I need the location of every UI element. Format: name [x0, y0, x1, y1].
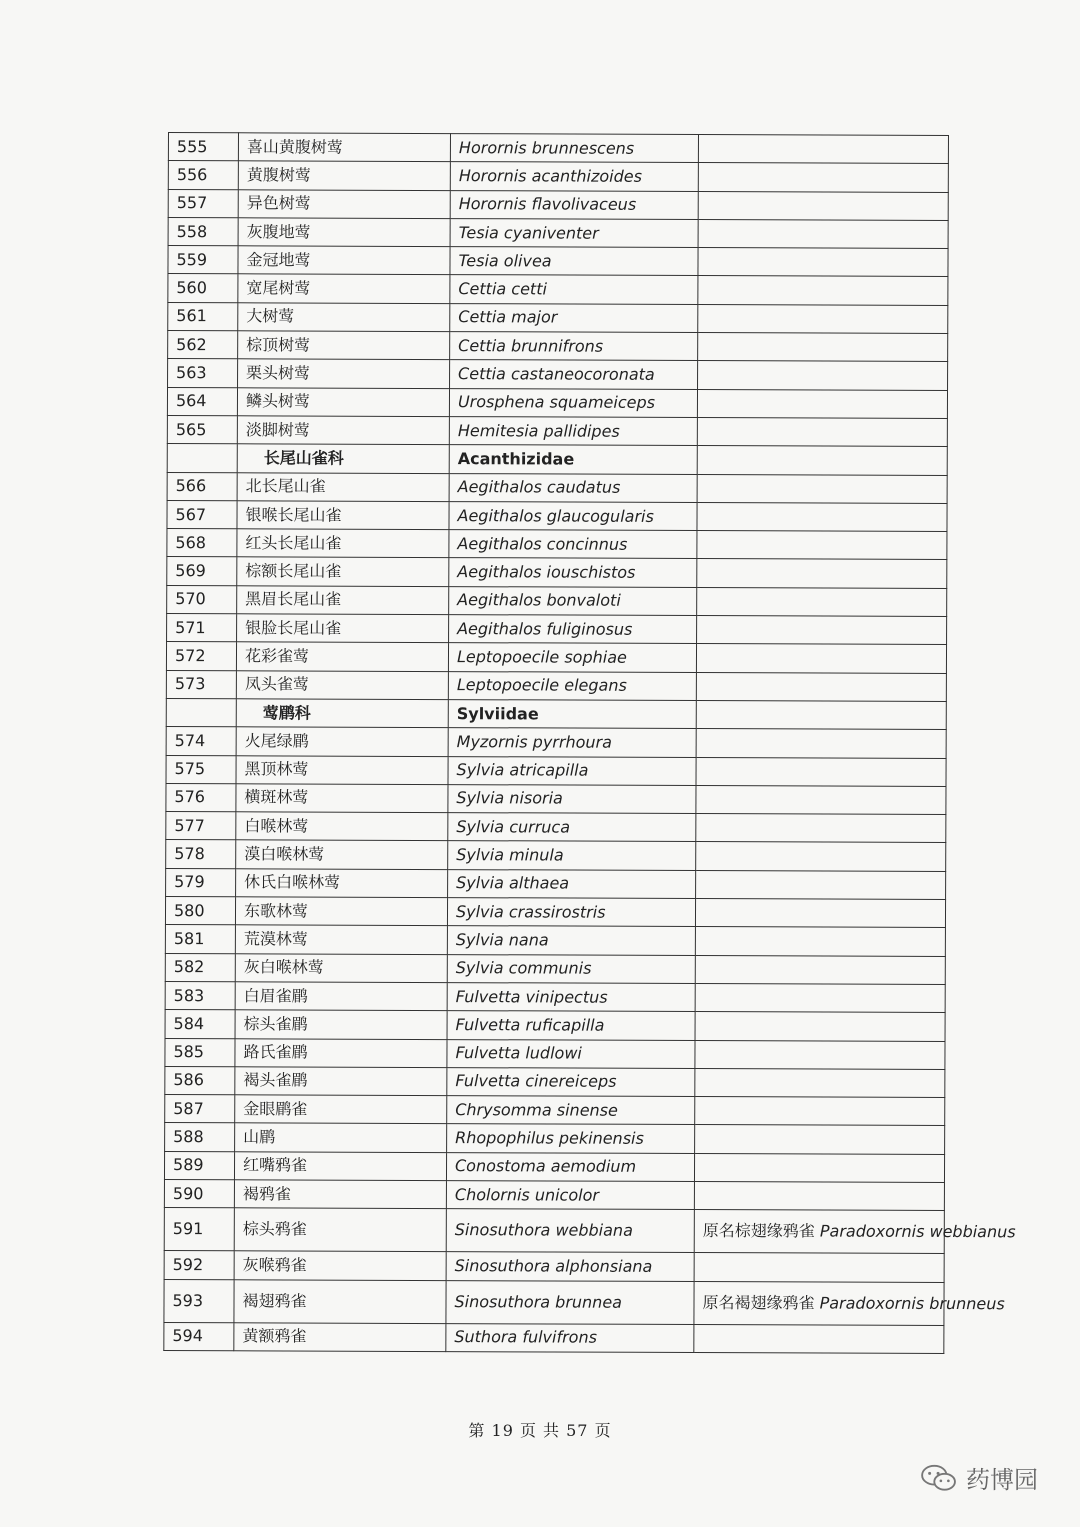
remark [698, 276, 948, 305]
chinese-name: 漠白喉林莺 [236, 840, 448, 869]
chinese-name: 银喉长尾山雀 [237, 501, 449, 530]
row-number [166, 698, 236, 727]
row-number: 583 [165, 981, 235, 1010]
table-row [166, 670, 946, 701]
family-row [167, 444, 947, 475]
table-row [166, 840, 946, 871]
remark [697, 418, 947, 447]
row-number: 579 [166, 868, 236, 897]
chinese-name: 金眼鹛雀 [235, 1095, 447, 1124]
scientific-name: Hemitesia pallidipes [449, 417, 697, 446]
table-row [167, 614, 947, 645]
scientific-name: Cettia castaneocoronata [450, 360, 698, 389]
remark [694, 1182, 944, 1211]
family-name-sci: Sylviidae [448, 700, 696, 729]
family-name-sci: Acanthizidae [449, 445, 697, 474]
scientific-name: Aegithalos fuliginosus [449, 615, 697, 644]
remark-former-name-sci: Paradoxornis brunneus [819, 1293, 1005, 1313]
table-row [165, 953, 945, 984]
table-row [164, 1179, 944, 1210]
remark [697, 587, 947, 616]
family-name-cn: 莺鹛科 [236, 699, 448, 728]
remark [698, 191, 948, 220]
scientific-name: Cettia brunnifrons [450, 332, 698, 361]
chinese-name: 淡脚树莺 [237, 416, 449, 445]
table-row [165, 1095, 945, 1126]
table-row [164, 1208, 944, 1254]
row-number: 576 [166, 783, 236, 812]
remark [696, 870, 946, 899]
chinese-name: 大树莺 [238, 303, 450, 332]
remark [696, 644, 946, 673]
row-number: 591 [164, 1208, 234, 1251]
remark [694, 1253, 944, 1282]
chinese-name: 褐鸦雀 [234, 1180, 446, 1209]
scientific-name: Chrysomma sinense [447, 1096, 695, 1125]
chinese-name: 灰喉鸦雀 [234, 1251, 446, 1280]
remark [697, 446, 947, 475]
chinese-name: 花彩雀莺 [236, 642, 448, 671]
row-number: 571 [167, 614, 237, 643]
scientific-name: Sylvia communis [447, 954, 695, 983]
scientific-name: Horornis flavolivaceus [450, 190, 698, 219]
scientific-name: Fulvetta ruficapilla [447, 1011, 695, 1040]
chinese-name: 白眉雀鹛 [235, 982, 447, 1011]
chinese-name: 褐翅鸦雀 [234, 1279, 446, 1323]
remark [697, 559, 947, 588]
row-number: 555 [168, 133, 238, 162]
scientific-name: Sylvia althaea [448, 869, 696, 898]
table-row [166, 868, 946, 899]
chinese-name: 凤头雀莺 [236, 670, 448, 699]
chinese-name: 栗头树莺 [238, 359, 450, 388]
remark [697, 474, 947, 503]
scientific-name: Fulvetta cinereiceps [447, 1067, 695, 1096]
family-name-cn: 长尾山雀科 [237, 444, 449, 473]
remark [696, 672, 946, 701]
chinese-name: 山鹛 [235, 1123, 447, 1152]
row-number: 564 [167, 387, 237, 416]
table-row [167, 387, 947, 418]
row-number: 562 [168, 331, 238, 360]
chinese-name: 路氏雀鹛 [235, 1038, 447, 1067]
table-row [166, 783, 946, 814]
table-row [166, 727, 946, 758]
remark-former-name-cn: 原名棕翅缘鸦雀 [702, 1221, 815, 1241]
chinese-name: 金冠地莺 [238, 246, 450, 275]
table-row [164, 1151, 944, 1182]
row-number: 574 [166, 727, 236, 756]
row-number: 588 [165, 1123, 235, 1152]
species-table [163, 132, 1016, 1354]
row-number: 581 [165, 925, 235, 954]
row-number: 578 [166, 840, 236, 869]
remark [697, 531, 947, 560]
family-row [166, 698, 946, 729]
chinese-name: 荒漠林莺 [235, 925, 447, 954]
chinese-name: 东歌林莺 [235, 897, 447, 926]
chinese-name: 异色树莺 [238, 189, 450, 218]
table-row [167, 472, 947, 503]
remark [698, 248, 948, 277]
row-number: 577 [166, 812, 236, 841]
table-row [166, 755, 946, 786]
scientific-name: Aegithalos caudatus [449, 473, 697, 502]
row-number: 558 [168, 217, 238, 246]
row-number: 560 [168, 274, 238, 303]
scientific-name: Cholornis unicolor [446, 1181, 694, 1210]
remark [695, 1068, 945, 1097]
chinese-name: 棕额长尾山雀 [237, 557, 449, 586]
scientific-name: Urosphena squameiceps [449, 388, 697, 417]
scientific-name: Sylvia curruca [448, 813, 696, 842]
remark [696, 785, 946, 814]
row-number: 573 [166, 670, 236, 699]
chinese-name: 灰腹地莺 [238, 218, 450, 247]
remark [698, 361, 948, 390]
table-row [167, 585, 947, 616]
remark [695, 927, 945, 956]
table-row [165, 981, 945, 1012]
chinese-name: 灰白喉林莺 [235, 953, 447, 982]
table-row [165, 1123, 945, 1154]
table-row [165, 1038, 945, 1069]
row-number: 559 [168, 246, 238, 275]
remark [696, 700, 946, 729]
scientific-name: Sylvia crassirostris [447, 898, 695, 927]
remark-former-name-sci: Paradoxornis webbianus [819, 1221, 1016, 1242]
remark [697, 616, 947, 645]
remark [698, 304, 948, 333]
scientific-name: Sinosuthora brunnea [446, 1280, 694, 1324]
remark [698, 219, 948, 248]
table-row [168, 331, 948, 362]
remark [695, 899, 945, 928]
table-row [168, 274, 948, 305]
remark [695, 983, 945, 1012]
chinese-name: 宽尾树莺 [238, 274, 450, 303]
scientific-name: Fulvetta vinipectus [447, 982, 695, 1011]
chinese-name: 褐头雀鹛 [235, 1067, 447, 1096]
remark [696, 814, 946, 843]
remark [698, 135, 948, 164]
row-number: 575 [166, 755, 236, 784]
scientific-name: Suthora fulvifrons [446, 1323, 694, 1352]
scientific-name: Aegithalos glaucogularis [449, 501, 697, 530]
remark [695, 1125, 945, 1154]
row-number: 556 [168, 161, 238, 190]
table-row [168, 246, 948, 277]
scientific-name: Sylvia atricapilla [448, 756, 696, 785]
row-number: 557 [168, 189, 238, 218]
row-number: 587 [165, 1095, 235, 1124]
scientific-name: Cettia cetti [450, 275, 698, 304]
remark [695, 1040, 945, 1069]
row-number: 568 [167, 529, 237, 558]
scientific-name: Rhopophilus pekinensis [447, 1124, 695, 1153]
chinese-name: 银脸长尾山雀 [237, 614, 449, 643]
table-row [168, 302, 948, 333]
row-number: 589 [164, 1151, 234, 1180]
remark [698, 333, 948, 362]
table-row [166, 812, 946, 843]
remark [694, 1153, 944, 1182]
scientific-name: Conostoma aemodium [446, 1152, 694, 1181]
scientific-name: Horornis brunnescens [450, 134, 698, 163]
table-row [168, 189, 948, 220]
table-row [168, 217, 948, 248]
table-row [164, 1251, 944, 1282]
chinese-name: 白喉林莺 [236, 812, 448, 841]
row-number: 594 [164, 1322, 234, 1351]
row-number: 569 [167, 557, 237, 586]
table-row [167, 415, 947, 446]
row-number: 584 [165, 1010, 235, 1039]
chinese-name: 黑顶林莺 [236, 755, 448, 784]
chinese-name: 黄额鸦雀 [234, 1322, 446, 1351]
scientific-name: Tesia olivea [450, 247, 698, 276]
species-table-wrapper [163, 132, 1016, 1354]
remark [695, 955, 945, 984]
chinese-name: 火尾绿鹛 [236, 727, 448, 756]
remark [697, 502, 947, 531]
chinese-name: 红嘴鸦雀 [234, 1151, 446, 1180]
table-row [165, 897, 945, 928]
scientific-name: Myzornis pyrrhoura [448, 728, 696, 757]
scientific-name: Horornis acanthizoides [450, 162, 698, 191]
remark [695, 1097, 945, 1126]
chinese-name: 黑眉长尾山雀 [237, 586, 449, 615]
watermark-text: 药博园 [966, 1466, 1038, 1494]
scientific-name: Leptopoecile elegans [448, 671, 696, 700]
watermark [920, 1460, 1038, 1495]
scientific-name: Aegithalos bonvaloti [449, 586, 697, 615]
remark [694, 1281, 1005, 1325]
table-row [168, 161, 948, 192]
remark [694, 1210, 1016, 1254]
scientific-name: Tesia cyaniventer [450, 218, 698, 247]
remark [696, 842, 946, 871]
table-row [167, 500, 947, 531]
row-number: 567 [167, 500, 237, 529]
row-number: 590 [164, 1179, 234, 1208]
remark [696, 729, 946, 758]
row-number: 566 [167, 472, 237, 501]
table-row [166, 642, 946, 673]
table-row [168, 359, 948, 390]
scientific-name: Leptopoecile sophiae [448, 643, 696, 672]
row-number: 580 [165, 897, 235, 926]
table-row [167, 557, 947, 588]
chinese-name: 喜山黄腹树莺 [238, 133, 450, 162]
table-row [164, 1279, 944, 1325]
row-number: 570 [167, 585, 237, 614]
page-footer: 第 19 页 共 57 页 [468, 1421, 612, 1440]
scientific-name: Aegithalos iouschistos [449, 558, 697, 587]
row-number: 593 [164, 1279, 234, 1322]
row-number: 561 [168, 302, 238, 331]
chinese-name: 北长尾山雀 [237, 472, 449, 501]
chinese-name: 横斑林莺 [236, 784, 448, 813]
remark [695, 1012, 945, 1041]
wechat-icon [920, 1463, 958, 1493]
row-number: 572 [166, 642, 236, 671]
row-number [167, 444, 237, 473]
chinese-name: 棕头雀鹛 [235, 1010, 447, 1039]
table-row [165, 925, 945, 956]
row-number: 586 [165, 1066, 235, 1095]
table-row [167, 529, 947, 560]
scientific-name: Cettia major [450, 303, 698, 332]
chinese-name: 棕头鸦雀 [234, 1208, 446, 1252]
remark [698, 163, 948, 192]
chinese-name: 红头长尾山雀 [237, 529, 449, 558]
scientific-name: Sylvia nana [447, 926, 695, 955]
species-table-body [164, 133, 1016, 1354]
chinese-name: 鳞头树莺 [237, 387, 449, 416]
table-row [164, 1322, 944, 1353]
chinese-name: 黄腹树莺 [238, 161, 450, 190]
row-number: 563 [168, 359, 238, 388]
table-row [165, 1066, 945, 1097]
row-number: 582 [165, 953, 235, 982]
table-row [168, 133, 948, 164]
scientific-name: Sylvia nisoria [448, 784, 696, 813]
remark [696, 757, 946, 786]
scientific-name: Aegithalos concinnus [449, 530, 697, 559]
scientific-name: Sylvia minula [448, 841, 696, 870]
row-number: 585 [165, 1038, 235, 1067]
remark-former-name-cn: 原名褐翅缘鸦雀 [702, 1292, 815, 1313]
remark [694, 1324, 944, 1353]
chinese-name: 棕顶树莺 [238, 331, 450, 360]
chinese-name: 休氏白喉林莺 [236, 868, 448, 897]
row-number: 592 [164, 1251, 234, 1280]
scientific-name: Fulvetta ludlowi [447, 1039, 695, 1068]
scientific-name: Sinosuthora webbiana [446, 1209, 694, 1253]
row-number: 565 [167, 415, 237, 444]
table-row [165, 1010, 945, 1041]
remark [697, 389, 947, 418]
scientific-name: Sinosuthora alphonsiana [446, 1252, 694, 1281]
